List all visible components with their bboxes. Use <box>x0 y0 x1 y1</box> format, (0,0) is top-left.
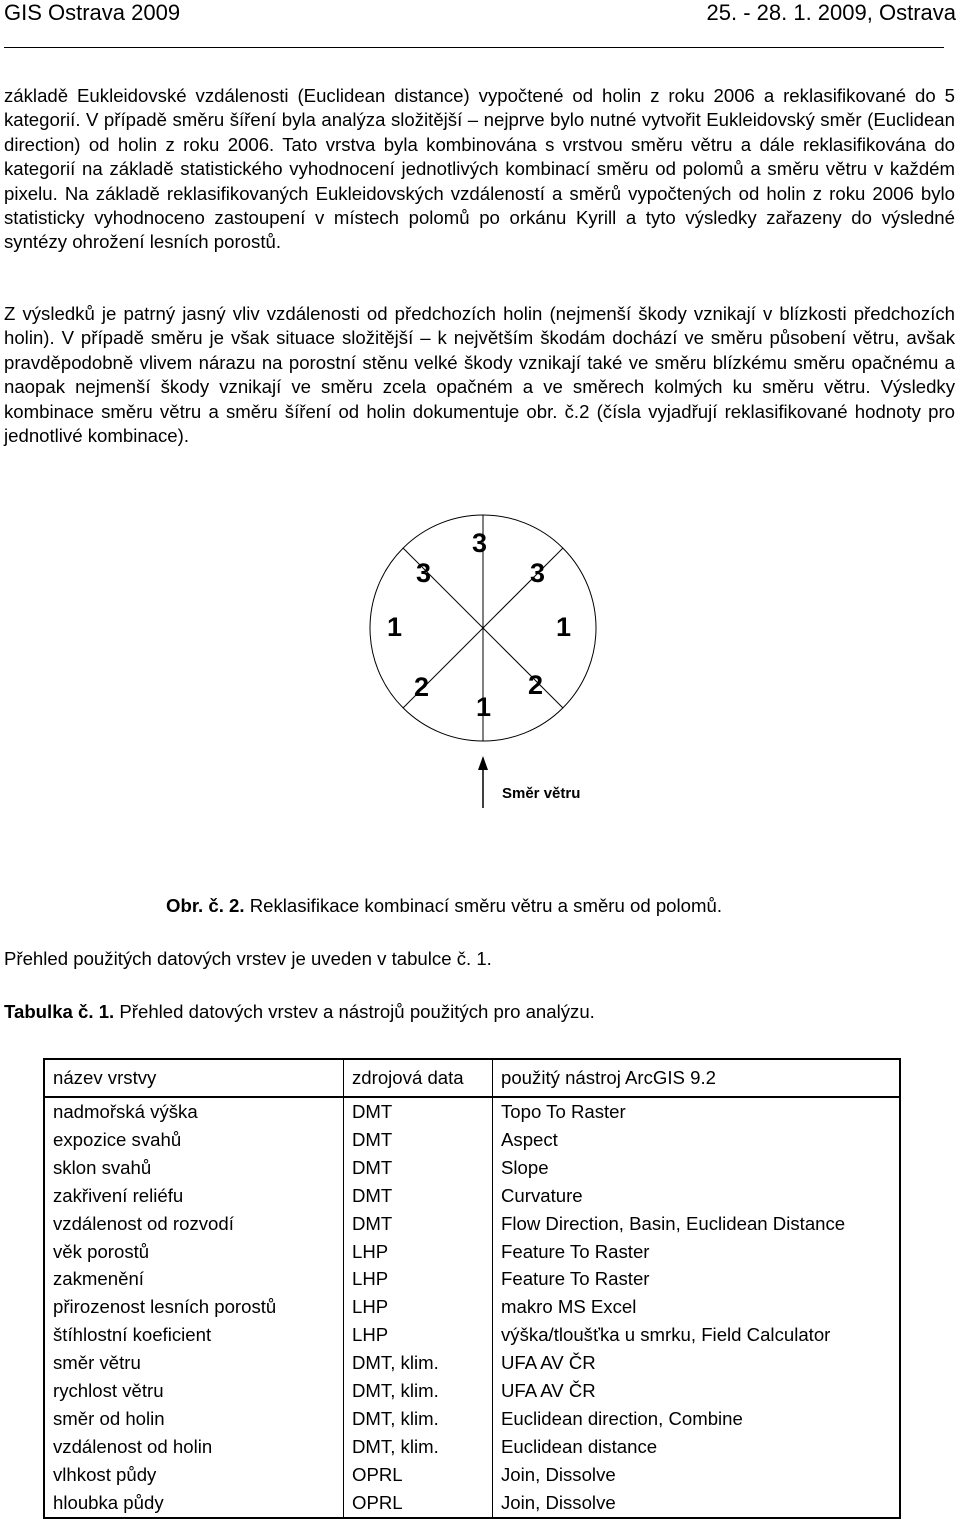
table-row <box>44 1126 900 1154</box>
header-source-data: zdrojová data <box>344 1059 493 1097</box>
table-row <box>44 1154 900 1182</box>
figure-caption <box>166 895 722 917</box>
cell-layer: zakřivení reliéfu <box>44 1182 344 1210</box>
cell-tool: Join, Dissolve <box>501 1463 616 1485</box>
header-layer-name: název vrstvy <box>44 1059 344 1097</box>
cell-tool: Flow Direction, Basin, Euclidean Distance <box>501 1212 846 1234</box>
cell-tool: Feature To Raster <box>501 1268 650 1290</box>
table-row <box>44 1349 900 1377</box>
wind-arrow-head <box>478 756 488 770</box>
cell-source: DMT <box>344 1097 493 1126</box>
cell-tool: Euclidean direction, Combine <box>501 1407 743 1429</box>
cell-tool: Aspect <box>501 1128 558 1150</box>
cell-source: DMT <box>344 1154 493 1182</box>
table-caption-text: Přehled datových vrstev a nástrojů použitých pro analýzu. <box>114 1001 595 1022</box>
cell-layer: štíhlostní koeficient <box>44 1321 344 1349</box>
data-layers-table <box>43 1058 901 1519</box>
table-row <box>44 1182 900 1210</box>
cell-source: OPRL <box>344 1461 493 1489</box>
cell-tool: UFA AV ČR <box>501 1352 596 1374</box>
table-caption-label: Tabulka č. 1. <box>4 1001 115 1022</box>
sector-value-bottom-left: 2 <box>414 672 430 702</box>
cell-tool: výška/tloušťka u smrku, Field Calculator <box>501 1324 831 1346</box>
sector-value-bottom: 1 <box>476 692 492 722</box>
conference-title: GIS Ostrava 2009 <box>4 0 181 25</box>
sector-value-top: 3 <box>472 528 488 558</box>
cell-layer: rychlost větru <box>44 1377 344 1405</box>
cell-tool: Curvature <box>501 1184 583 1206</box>
table-row <box>44 1097 900 1126</box>
cell-tool: Topo To Raster <box>501 1101 626 1122</box>
cell-tool: UFA AV ČR <box>501 1380 596 1402</box>
cell-source: DMT, klim. <box>344 1349 493 1377</box>
cell-layer: sklon svahů <box>44 1154 344 1182</box>
conference-date: 25. - 28. 1. 2009, Ostrava <box>706 0 956 25</box>
table-header-row <box>44 1059 900 1097</box>
wind-direction-label: Směr větru <box>502 785 581 802</box>
sector-value-bottom-right: 2 <box>528 670 544 700</box>
cell-layer: vzdálenost od rozvodí <box>44 1210 344 1238</box>
table-row <box>44 1238 900 1266</box>
table-row <box>44 1489 900 1518</box>
sector-value-top-right: 3 <box>530 558 546 588</box>
paragraph-1: základě Eukleidovské vzdálenosti (Euclidean distance) vypočtené od holin z roku 2006 a reklasifikované do 5 kategorií. V případě směru šíření byla analýza složitější – nejprve bylo nutné vytvořit Eukleidovský směr (Euclidean direction) od holin z roku 2006. Tato vrstva byla kombinována s vrstvou směru větru a dále reklasifikována do kategorií na základě statistického vyhodnocení jednotlivých kombinací směru od polomů a směru větru v každém pixelu. Na základě reklasifikovaných Eukleidovských vzdáleností a směrů vypočtených od holin z roku 2006 bylo statisticky vyhodnoceno zastoupení v místech polomů po orkánu Kyrill a tyto výsledky zařazeny do výsledné syntézy ohrožení lesních porostů. <box>4 85 955 253</box>
cell-layer: přirozenost lesních porostů <box>44 1293 344 1321</box>
figure-caption-label: Obr. č. 2. <box>166 895 245 916</box>
cell-source: LHP <box>344 1265 493 1293</box>
figure-caption-text: Reklasifikace kombinací směru větru a směru od polomů. <box>244 895 722 916</box>
cell-layer: vlhkost půdy <box>44 1461 344 1489</box>
table-row <box>44 1377 900 1405</box>
cell-source: LHP <box>344 1321 493 1349</box>
table-row <box>44 1433 900 1461</box>
cell-layer: vzdálenost od holin <box>44 1433 344 1461</box>
table-caption <box>4 1001 595 1023</box>
cell-source: DMT, klim. <box>344 1377 493 1405</box>
table-reference-note: Přehled použitých datových vrstev je uveden v tabulce č. 1. <box>4 948 492 969</box>
cell-layer: směr větru <box>44 1349 344 1377</box>
table-row <box>44 1265 900 1293</box>
cell-layer: expozice svahů <box>44 1126 344 1154</box>
paragraph-2: Z výsledků je patrný jasný vliv vzdálenosti od předchozích holin (nejmenší škody vznikají v blízkosti předchozích holin). V případě směru je však situace složitější – k největším škodám dochází ve směru působení větru, avšak pravděpodobně vlivem nárazu na porostní stěnu velké škody vznikají také ve směru blízkému směru opačnému a naopak nejmenší škody vznikají ve směru zcela opačném a ve směrech kolmých ku směru větru. Výsledky kombinace směru větru a směru šíření od holin dokumentuje obr. č.2 (čísla vyjadřují reklasifikované hodnoty pro jednotlivé kombinace). <box>4 303 955 447</box>
table-row <box>44 1293 900 1321</box>
header-tool: použitý nástroj ArcGIS 9.2 <box>493 1059 901 1097</box>
table-row <box>44 1461 900 1489</box>
cell-layer: věk porostů <box>44 1238 344 1266</box>
sector-value-top-left: 3 <box>416 558 432 588</box>
table-row <box>44 1210 900 1238</box>
cell-source: DMT <box>344 1182 493 1210</box>
cell-tool: makro MS Excel <box>501 1296 637 1318</box>
cell-tool: Join, Dissolve <box>501 1491 616 1513</box>
table-row <box>44 1405 900 1433</box>
cell-source: DMT <box>344 1126 493 1154</box>
cell-layer: směr od holin <box>44 1405 344 1433</box>
cell-source: DMT <box>344 1210 493 1238</box>
cell-source: LHP <box>344 1238 493 1266</box>
cell-tool: Euclidean distance <box>501 1435 658 1457</box>
cell-layer: hloubka půdy <box>44 1489 344 1518</box>
cell-source: DMT, klim. <box>344 1433 493 1461</box>
cell-source: LHP <box>344 1293 493 1321</box>
cell-layer: nadmořská výška <box>44 1097 344 1126</box>
header-divider <box>4 47 944 48</box>
table-row <box>44 1321 900 1349</box>
cell-source: OPRL <box>344 1489 493 1518</box>
page-header <box>4 0 956 30</box>
cell-layer: zakmenění <box>44 1265 344 1293</box>
sector-value-left: 1 <box>387 612 403 642</box>
cell-tool: Slope <box>501 1156 549 1178</box>
cell-tool: Feature To Raster <box>501 1240 650 1262</box>
sector-value-right: 1 <box>556 612 572 642</box>
wind-direction-figure <box>350 508 620 808</box>
cell-source: DMT, klim. <box>344 1405 493 1433</box>
